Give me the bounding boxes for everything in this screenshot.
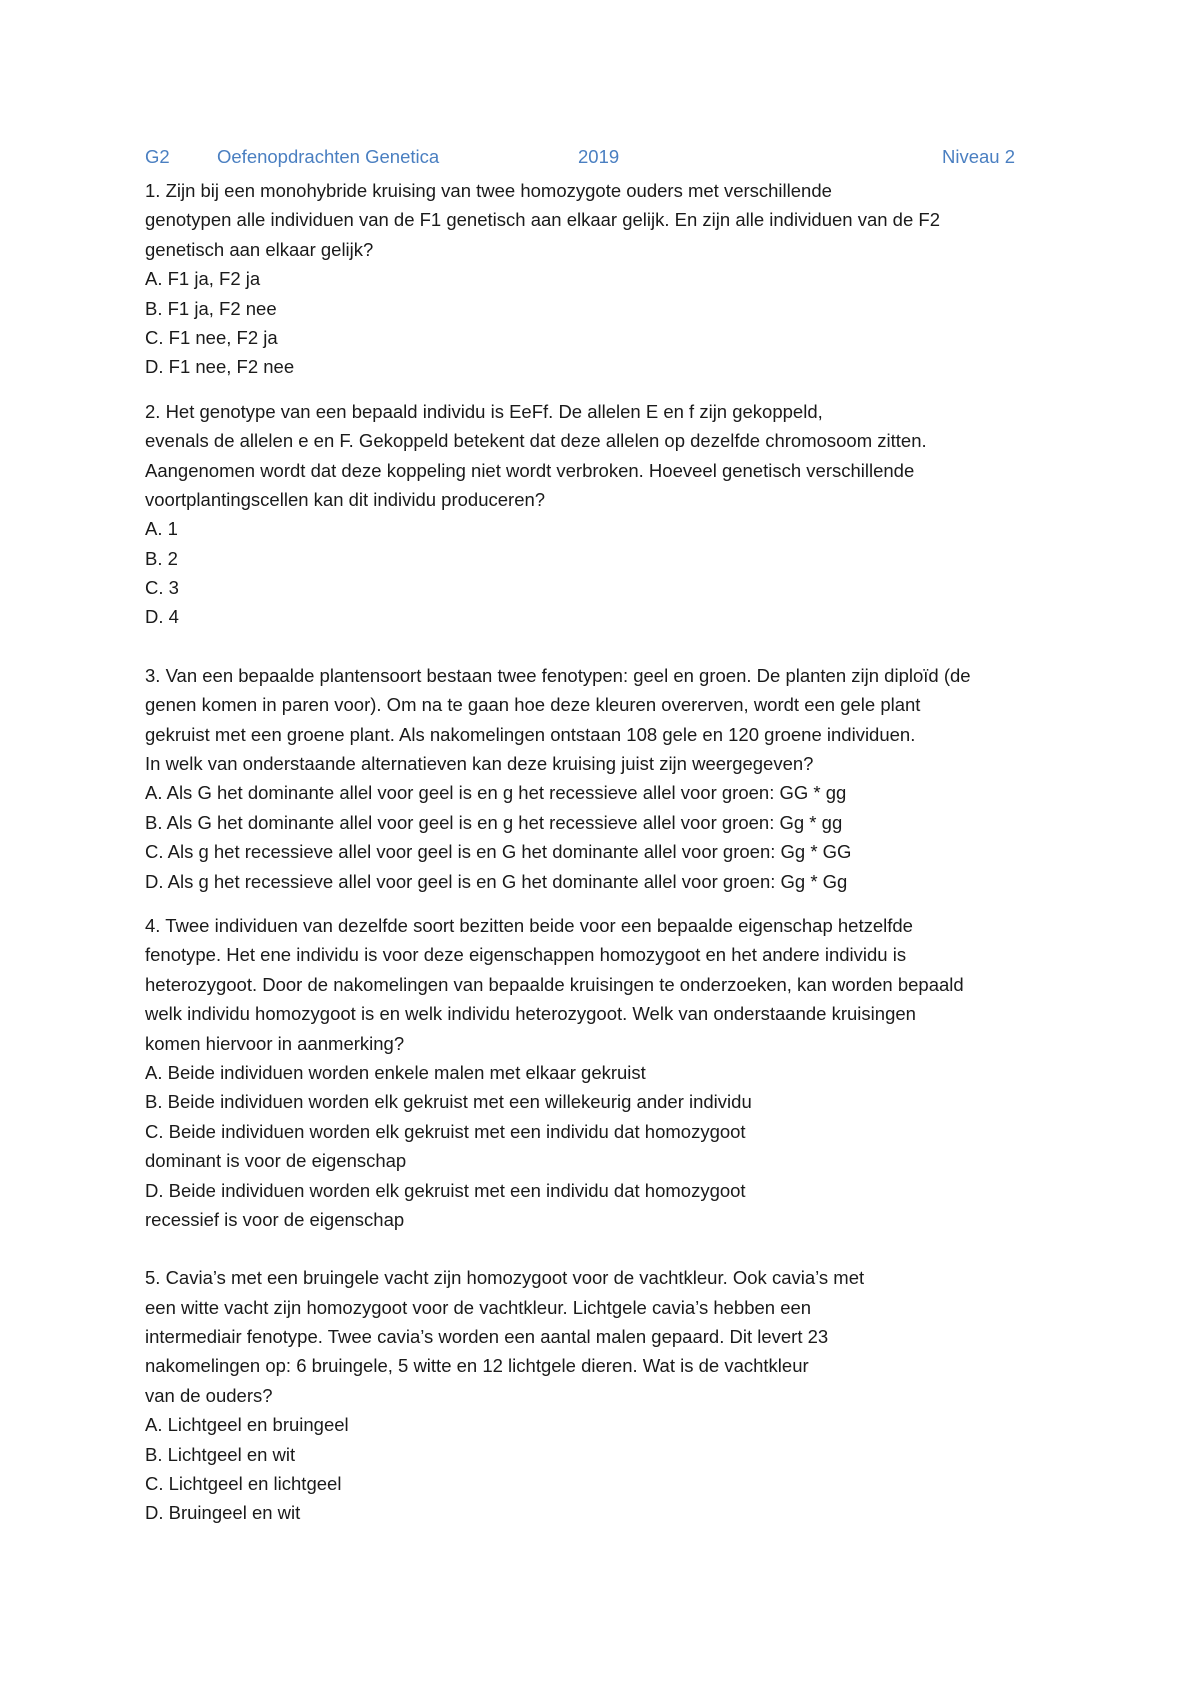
question-text: genetisch aan elkaar gelijk? xyxy=(145,238,374,260)
question-text: 3. Van een bepaalde plantensoort bestaan twee fenotypen: geel en groen. De planten zijn diploïd (de xyxy=(145,664,971,686)
question-text: Aangenomen wordt dat deze koppeling niet wordt verbroken. Hoeveel genetisch verschillende xyxy=(145,459,915,481)
question-text: genotypen alle individuen van de F1 genetisch aan elkaar gelijk. En zijn alle individuen van de F2 xyxy=(145,209,940,231)
answer-option: dominant is voor de eigenschap xyxy=(145,1150,407,1172)
question-4 xyxy=(145,911,1075,1234)
answer-option: C. 3 xyxy=(145,577,179,599)
question-text: fenotype. Het ene individu is voor deze eigenschappen homozygoot en het andere individu is xyxy=(145,944,907,966)
questions xyxy=(145,176,1075,1528)
answer-option: B. Als G het dominante allel voor geel is en g het recessieve allel voor groen: Gg * gg xyxy=(145,811,843,833)
question-text: een witte vacht zijn homozygoot voor de vachtkleur. Lichtgele cavia’s hebben een xyxy=(145,1296,812,1318)
answer-option: B. Beide individuen worden elk gekruist met een willekeurig ander individu xyxy=(145,1091,752,1113)
header-year: 2019 xyxy=(578,146,620,167)
question-text: komen hiervoor in aanmerking? xyxy=(145,1032,405,1054)
answer-option: C. Beide individuen worden elk gekruist met een individu dat homozygoot xyxy=(145,1120,746,1142)
question-text: 1. Zijn bij een monohybride kruising van twee homozygote ouders met verschillende xyxy=(145,180,832,201)
answer-option: B. Lichtgeel en wit xyxy=(145,1443,296,1465)
answer-option: D. F1 nee, F2 nee xyxy=(145,356,295,378)
answer-option: B. F1 ja, F2 nee xyxy=(145,297,277,319)
question-text: evenals de allelen e en F. Gekoppeld betekent dat deze allelen op dezelfde chromosoom zitten. xyxy=(145,430,927,452)
question-text: voortplantingscellen kan dit individu produceren? xyxy=(145,488,546,510)
answer-option: C. Als g het recessieve allel voor geel is en G het dominante allel voor groen: Gg * GG xyxy=(145,841,852,863)
answer-option: A. 1 xyxy=(145,518,178,540)
question-text: genen komen in paren voor). Om na te gaan hoe deze kleuren overerven, wordt een gele plant xyxy=(145,694,921,716)
question-5 xyxy=(145,1263,1075,1528)
answer-option: A. Als G het dominante allel voor geel is en g het recessieve allel voor groen: GG * gg xyxy=(145,782,847,804)
answer-option: D. Bruingeel en wit xyxy=(145,1502,301,1524)
answer-option: D. Als g het recessieve allel voor geel is en G het dominante allel voor groen: Gg * Gg xyxy=(145,870,848,892)
question-1 xyxy=(145,176,1075,382)
question-text: gekruist met een groene plant. Als nakomelingen ontstaan 108 gele en 120 groene individuen. xyxy=(145,723,916,745)
answer-option: C. Lichtgeel en lichtgeel xyxy=(145,1473,342,1495)
answer-option: A. F1 ja, F2 ja xyxy=(145,268,261,290)
header-code: G2 xyxy=(145,146,170,167)
question-text: welk individu homozygoot is en welk individu heterozygoot. Welk van onderstaande kruisingen xyxy=(145,1003,916,1025)
question-text: 2. Het genotype van een bepaald individu is EeFf. De allelen E en f zijn gekoppeld, xyxy=(145,400,823,422)
answer-option: D. 4 xyxy=(145,606,179,628)
question-text: nakomelingen op: 6 bruingele, 5 witte en 12 lichtgele dieren. Wat is de vachtkleur xyxy=(145,1355,809,1377)
question-text: 4. Twee individuen van dezelfde soort bezitten beide voor een bepaalde eigenschap hetzelfde xyxy=(145,914,913,936)
question-2 xyxy=(145,397,1075,632)
answer-option: D. Beide individuen worden elk gekruist met een individu dat homozygoot xyxy=(145,1179,746,1201)
question-text: In welk van onderstaande alternatieven kan deze kruising juist zijn weergegeven? xyxy=(145,753,814,775)
question-text: van de ouders? xyxy=(145,1384,273,1406)
question-text: 5. Cavia’s met een bruingele vacht zijn homozygoot voor de vachtkleur. Ook cavia’s met xyxy=(145,1267,865,1289)
answer-option: B. 2 xyxy=(145,547,178,569)
answer-option: A. Lichtgeel en bruingeel xyxy=(145,1414,349,1436)
page-header xyxy=(145,146,1015,172)
question-3 xyxy=(145,661,1075,896)
header-title: Oefenopdrachten Genetica xyxy=(217,146,440,167)
question-text: intermediair fenotype. Twee cavia’s worden een aantal malen gepaard. Dit levert 23 xyxy=(145,1326,829,1348)
answer-option: C. F1 nee, F2 ja xyxy=(145,326,278,348)
question-text: heterozygoot. Door de nakomelingen van bepaalde kruisingen te onderzoeken, kan worden bepaald xyxy=(145,973,964,995)
answer-option: A. Beide individuen worden enkele malen met elkaar gekruist xyxy=(145,1061,646,1083)
header-level: Niveau 2 xyxy=(941,146,1015,167)
answer-option: recessief is voor de eigenschap xyxy=(145,1208,405,1230)
